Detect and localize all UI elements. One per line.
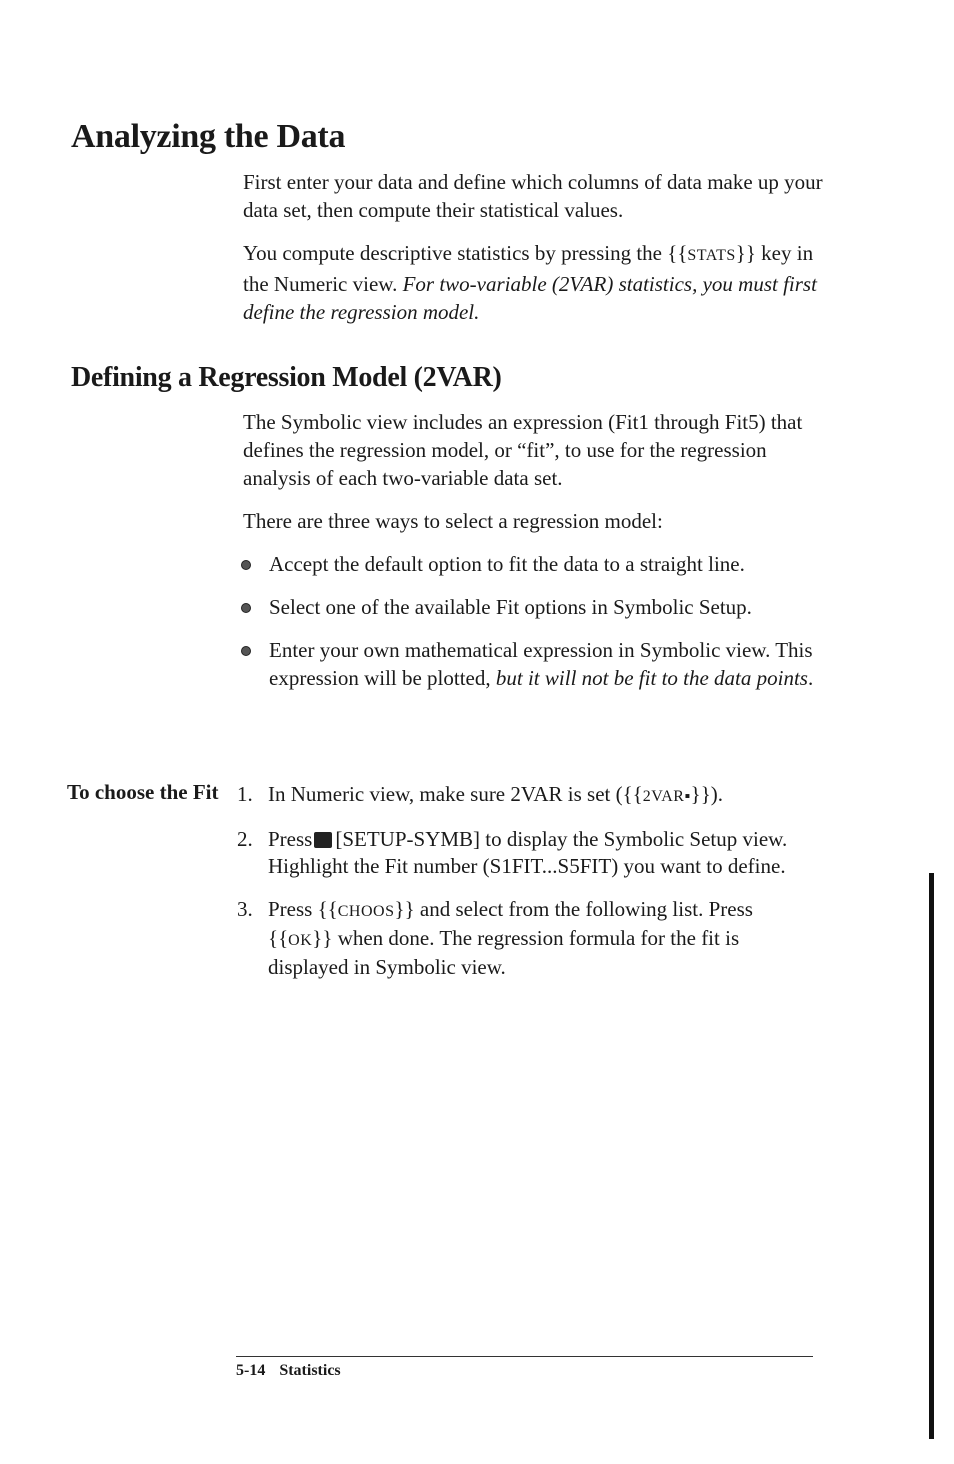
2var-key: 2VAR▪ xyxy=(642,788,691,805)
step-list xyxy=(237,781,822,981)
section-paragraph-1: The Symbolic view includes an expression (Fit1 through Fit5) that defines the regression model, or “fit”, to use for the regression analysis of each two-variable data set. xyxy=(243,410,803,490)
step-number: 1. xyxy=(237,782,253,806)
section-heading: Defining a Regression Model (2VAR) xyxy=(71,362,502,393)
list-item: Accept the default option to fit the data to a straight line. xyxy=(240,550,820,578)
footer-rule xyxy=(236,1356,813,1357)
page-footer xyxy=(236,1362,341,1380)
section-paragraph-2: There are three ways to select a regression model: xyxy=(243,509,663,533)
step-3: 3. Press {{CHOOS}} and select from the following list. Press {{OK}} when done. The regression formula for the fit is displayed in Symbolic view. xyxy=(237,897,753,979)
step-number: 2. xyxy=(237,827,253,851)
side-heading: To choose the Fit xyxy=(67,780,219,804)
step-1: 1. In Numeric view, make sure 2VAR is set ({{2VAR▪}}). xyxy=(237,782,724,806)
list-item: Enter your own mathematical expression in Symbolic view. This expression will be plotted, but it will not be fit to the data points. xyxy=(240,636,820,692)
step-number: 3. xyxy=(237,897,253,921)
step-2: 2. Press [SETUP-SYMB] to display the Symbolic Setup view. Highlight the Fit number (S1FIT...S5FIT) you want to define. xyxy=(237,827,788,878)
bullet-list xyxy=(240,550,820,692)
choos-key: CHOOS xyxy=(337,903,395,920)
section-text xyxy=(243,408,823,535)
intro-paragraph-2: You compute descriptive statistics by pressing the {{STATS}} key in the Numeric view. For two-variable (2VAR) statistics, you must first define the regression model. xyxy=(243,241,817,324)
list-item: Select one of the available Fit options in Symbolic Setup. xyxy=(240,593,820,621)
page-number: 5-14 xyxy=(236,1362,266,1379)
page-title: Analyzing the Data xyxy=(71,118,346,155)
bullet-icon xyxy=(241,646,251,656)
intro-text xyxy=(243,168,823,326)
ok-key: OK xyxy=(288,932,313,949)
bullet-icon xyxy=(241,603,251,613)
chapter-name: Statistics xyxy=(279,1362,341,1379)
intro-paragraph-1: First enter your data and define which columns of data make up your data set, then compute their statistical values. xyxy=(243,170,823,222)
shift-key-icon xyxy=(314,832,332,848)
change-bar xyxy=(929,873,934,1439)
stats-key: STATS xyxy=(687,247,736,264)
bullet-icon xyxy=(241,560,251,570)
